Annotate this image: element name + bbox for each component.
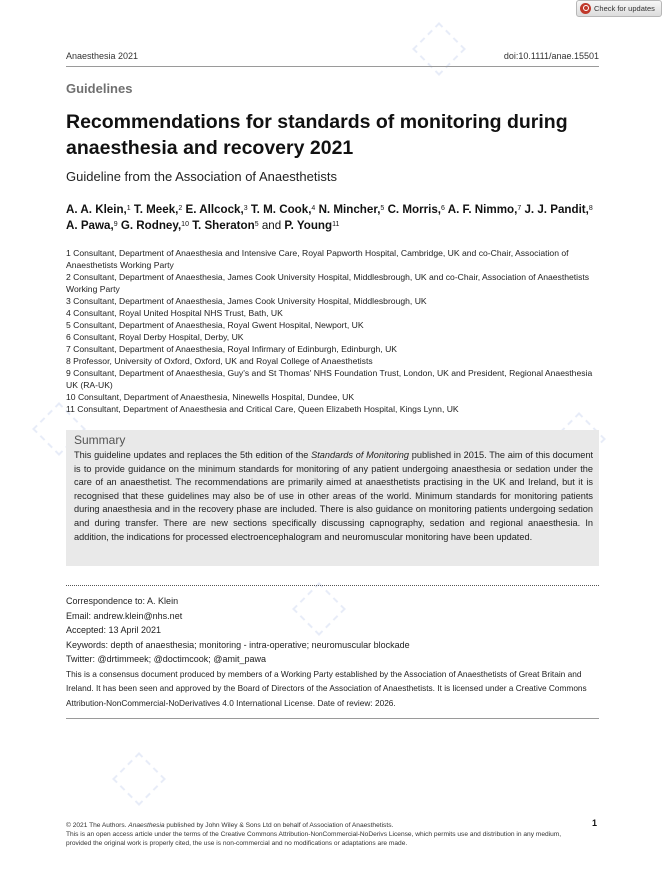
crossmark-icon — [580, 3, 591, 14]
correspondence-rule — [66, 718, 599, 719]
watermark-logo — [112, 752, 166, 806]
article-subtitle: Guideline from the Association of Anaesthetists — [66, 169, 337, 184]
author-name: J. J. Pandit, — [524, 203, 589, 216]
author-list — [66, 202, 606, 234]
correspondence-email[interactable]: Email: andrew.klein@nhs.net — [66, 610, 183, 621]
author-name: G. Rodney, — [120, 219, 182, 232]
keywords: Keywords: depth of anaesthesia; monitoring - intra-operative; neuromuscular blockade — [66, 639, 410, 650]
author-name: A. A. Klein, — [66, 203, 127, 216]
summary-text: This guideline updates and replaces the 5th edition of the Standards of Monitoring published in 2015. The aim of this document is to provide guidance on the minimum standards for monitoring of any patient undergoing anaesthesia or sedation under the care of an anaesthetist. The recommendations are primarily aimed at anaesthetists practising in the UK and Ireland, but it is recognised that these guidelines may also be of use in other areas of the world. Minimum standards for monitoring patients during anaesthesia and in the recovery phase are included. There is also guidance on monitoring patients undergoing sedation and during transfer. There are new sections specifically discussing capnography, sedation and regional anaesthesia. In addition, the indications for processed electroencephalogram and neuromuscular monitoring have been updated. — [74, 450, 594, 542]
author-affiliation-number: 5 — [254, 221, 259, 228]
watermark-logo — [412, 22, 466, 76]
journal-header: Anaesthesia 2021 — [66, 51, 139, 61]
affiliation-item: 11 Consultant, Department of Anaesthesia and Critical Care, Queen Elizabeth Hospital, Kings Lynn, UK — [66, 404, 459, 414]
affiliation-item: 10 Consultant, Department of Anaesthesia, Ninewells Hospital, Dundee, UK — [66, 392, 355, 402]
page-number: 1 — [592, 818, 598, 828]
check-for-updates-label: Check for updates — [594, 4, 655, 13]
accepted-date: Accepted: 13 April 2021 — [66, 625, 162, 635]
author-affiliation-number: 8 — [588, 205, 593, 212]
author-name: T. Sheraton — [192, 219, 255, 232]
license-note: This is a consensus document produced by members of a Working Party established by the Association of Anaesthetists of Great Britain and Ireland. It has been seen and approved by the Board of Directors of the Association of Anaesthetists. It is licensed under a Creative Commons Attribution-NonCommercial-NoDerivatives 4.0 International License. Date of review: 2026. — [66, 668, 587, 708]
affiliation-item: 5 Consultant, Department of Anaesthesia, Royal Gwent Hospital, Newport, UK — [66, 320, 364, 330]
author-affiliation-number: 1 — [126, 205, 131, 212]
author-name: E. Allcock, — [185, 203, 244, 216]
author-name: N. Mincher, — [318, 203, 381, 216]
twitter-handles: Twitter: @drtimmeek; @doctimcook; @amit_pawa — [66, 654, 266, 664]
author-affiliation-number: 4 — [311, 205, 316, 212]
header-rule — [66, 66, 599, 67]
author-name: T. M. Cook, — [250, 203, 312, 216]
author-name: T. Meek, — [133, 203, 179, 216]
affiliation-item: 1 Consultant, Department of Anaesthesia and Intensive Care, Royal Papworth Hospital, Cambridge, UK and co-Chair, Association of Anaesthetists Working Party — [66, 248, 569, 270]
author-affiliation-number: 9 — [113, 221, 118, 228]
footer-copyright: © 2021 The Authors. Anaesthesia published by John Wiley & Sons Ltd on behalf of Association of Anaesthetists. This is an open access article under the terms of the Creative Commons Attribution-NonCommercial-NoDerivs License, which permits use and distribution in any medium, provided the original work is properly cited, the use is non-commercial and no modifications or adaptations are made. — [66, 822, 562, 848]
author-affiliation-number: 10 — [181, 221, 189, 228]
affiliation-item: 2 Consultant, Department of Anaesthesia, James Cook University Hospital, Middlesbrough, UK and co-Chair, Association of Anaesthetists Working Party — [66, 272, 590, 294]
authors-and: and — [261, 219, 282, 232]
correspondence-block — [66, 594, 599, 710]
affiliation-list — [66, 247, 606, 415]
correspondence-to: Correspondence to: A. Klein — [66, 596, 179, 606]
affiliation-item: 7 Consultant, Department of Anaesthesia, Royal Infirmary of Edinburgh, Edinburgh, UK — [66, 344, 398, 354]
section-label: Guidelines — [66, 81, 133, 96]
author-affiliation-number: 11 — [332, 221, 340, 228]
article-title: Recommendations for standards of monitoring during anaesthesia and recovery 2021 — [66, 111, 568, 159]
summary-box — [66, 430, 599, 566]
author-name: P. Young — [284, 219, 333, 232]
doi-header[interactable]: doi:10.1111/anae.15501 — [503, 51, 599, 61]
summary-heading: Summary — [74, 433, 126, 447]
author-name: A. F. Nimmo, — [447, 203, 518, 216]
check-for-updates-button[interactable] — [576, 0, 662, 17]
author-name: C. Morris, — [387, 203, 442, 216]
author-affiliation-number: 7 — [517, 205, 522, 212]
author-affiliation-number: 3 — [243, 205, 248, 212]
affiliation-item: 6 Consultant, Royal Derby Hospital, Derby, UK — [66, 332, 244, 342]
affiliation-item: 9 Consultant, Department of Anaesthesia, Guy's and St Thomas' NHS Foundation Trust, London, UK and President, Regional Anaesthesia UK (RA-UK) — [66, 368, 593, 390]
dotted-divider — [66, 585, 599, 586]
affiliation-item: 8 Professor, University of Oxford, Oxford, UK and Royal College of Anaesthetists — [66, 356, 373, 366]
affiliation-item: 3 Consultant, Department of Anaesthesia, James Cook University Hospital, Middlesbrough, UK — [66, 296, 427, 306]
author-affiliation-number: 6 — [441, 205, 445, 212]
author-affiliation-number: 5 — [380, 205, 385, 212]
author-affiliation-number: 2 — [178, 205, 183, 212]
author-name: A. Pawa, — [66, 219, 114, 232]
affiliation-item: 4 Consultant, Royal United Hospital NHS Trust, Bath, UK — [66, 308, 283, 318]
